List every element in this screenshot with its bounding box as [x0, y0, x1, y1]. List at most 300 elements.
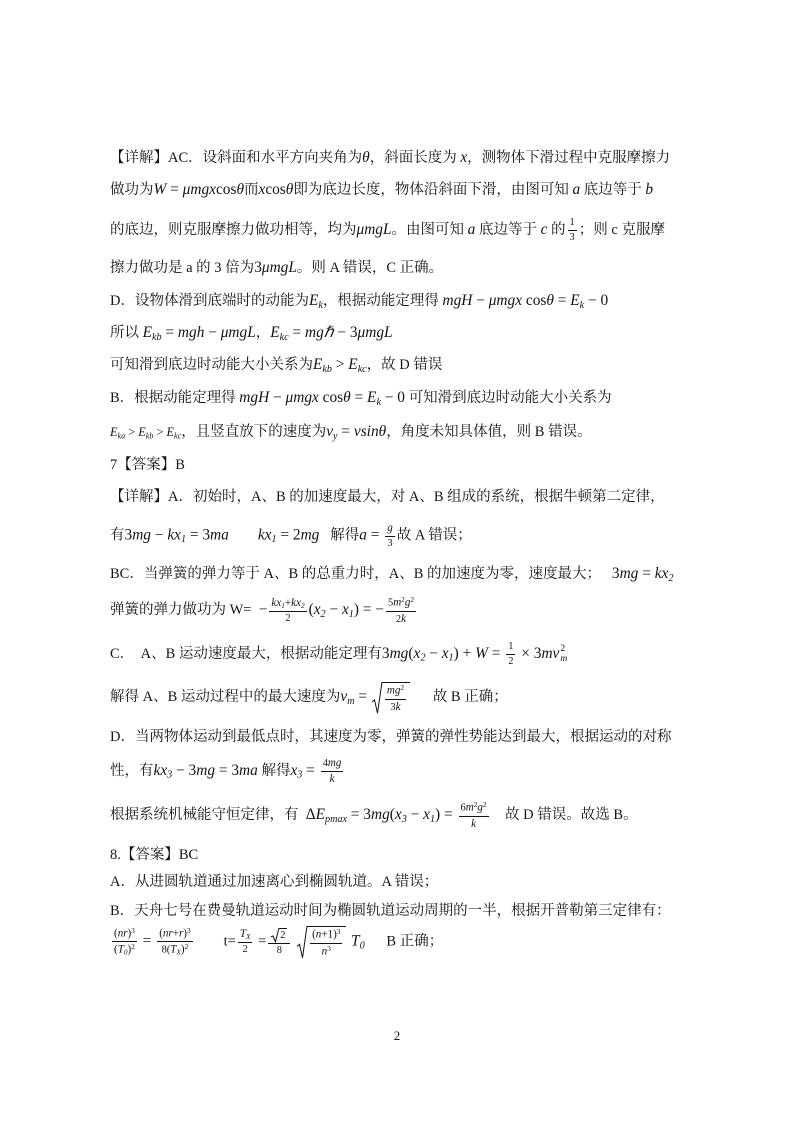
math-italic: mg: [619, 565, 639, 583]
line-content: [110, 757, 345, 786]
math-italic: kx: [271, 596, 282, 609]
solution-line-19: [110, 796, 638, 836]
text-run: 所以: [110, 325, 143, 342]
math-upright: = 3: [346, 806, 371, 824]
text-run: ，: [255, 325, 271, 342]
line-content: [110, 217, 665, 244]
math-italic: T: [117, 943, 124, 956]
math-italic: v: [326, 423, 334, 441]
text-run: ；则 c 克服摩: [578, 221, 665, 238]
math-upright: − 3: [172, 761, 197, 779]
math-upright: =: [553, 292, 571, 310]
text-run: 底边等于: [580, 182, 646, 199]
math-italic: kx: [654, 565, 669, 583]
fraction: [386, 596, 416, 626]
small-math: [110, 426, 181, 439]
math-upright: =: [161, 324, 178, 342]
math-italic: mgℏ: [304, 324, 334, 342]
math-upright: +: [284, 596, 292, 609]
math-upright: = 3: [186, 526, 211, 544]
solution-line-23: [110, 922, 443, 962]
subscript: 2: [300, 600, 305, 610]
math-italic: W: [475, 644, 488, 662]
math-upright: >: [125, 425, 139, 440]
text-run: 的: [547, 221, 566, 238]
text-run: [229, 527, 258, 543]
text-run: BC．当弹簧的弹力等于 A、B 的总重力时，A、B 的加速度为零，速度最大；: [110, 566, 612, 583]
math-italic: nr: [162, 927, 173, 940]
fraction-denominator: [275, 944, 284, 957]
fraction-numerator: [385, 684, 406, 700]
text-run: t=: [194, 933, 236, 950]
math-italic: ma: [210, 526, 229, 544]
superscript: 2: [473, 800, 478, 810]
subscript: kc: [174, 431, 182, 441]
subscript: ka: [117, 431, 126, 441]
fraction-denominator: [506, 655, 515, 668]
fraction-numerator: [269, 597, 306, 612]
fraction-denominator: [469, 817, 478, 831]
text-run: 【详解】A．初始时，A、B 的加速度最大，对 A、B 组成的系统，根据牛顿第二定律，: [110, 488, 665, 505]
solution-line-2: [110, 170, 653, 210]
subscript: pmax: [325, 814, 347, 826]
subscript: 2: [420, 652, 426, 664]
math-italic: n: [315, 928, 322, 941]
text-run: =: [254, 933, 267, 950]
math-upright: −: [258, 601, 268, 619]
square-root: [372, 682, 410, 714]
square-root: [271, 928, 287, 942]
text-run: 3: [390, 701, 396, 713]
radical-sign-icon: [297, 926, 307, 958]
subscript: m: [347, 696, 355, 708]
math-italic: mgH: [239, 389, 270, 407]
math-italic: mg: [300, 526, 320, 544]
text-run: B 正确；: [364, 933, 444, 950]
text-run: 2: [242, 944, 248, 956]
text-run: 弹簧的弹力做功为 W=: [110, 602, 259, 619]
fraction-numerator: [157, 927, 192, 943]
math-italic: r: [178, 927, 184, 940]
subscript: kb: [322, 364, 332, 376]
math-italic: k: [329, 772, 335, 785]
fraction: [310, 928, 342, 958]
line-content: [110, 180, 653, 199]
subscript: 1: [271, 534, 277, 546]
math-italic: T: [239, 927, 246, 940]
fraction: [238, 928, 253, 956]
superscript: 2: [184, 942, 189, 952]
math-upright: = 2: [276, 526, 301, 544]
line-content: [110, 728, 671, 746]
fraction-denominator: [568, 231, 577, 244]
math-upright: 3: [124, 526, 133, 544]
text-run: ，根据动能定理得: [322, 293, 443, 310]
math-italic: x: [423, 806, 430, 824]
subscript: k: [376, 397, 381, 409]
math-italic: v: [340, 688, 348, 706]
math-italic: mg: [196, 761, 216, 779]
math-italic: a: [359, 526, 367, 544]
text-run: 的底边，则克服摩擦力做功相等，均为: [110, 221, 357, 238]
radicand: [307, 926, 346, 958]
text-run: 。则 A 错误，C 正确。: [296, 260, 444, 277]
math-italic: θ: [546, 292, 554, 310]
math-upright: =: [166, 181, 183, 199]
line-content: [110, 148, 670, 167]
fraction: [385, 522, 395, 550]
subscript: 1: [348, 609, 354, 621]
math-italic: E: [367, 389, 377, 407]
fraction-denominator: [388, 700, 402, 714]
fraction-denominator: [385, 537, 394, 550]
text-run: 解得: [319, 527, 360, 544]
math-upright: (: [312, 928, 316, 941]
math-italic: nr: [117, 927, 128, 940]
math-italic: E: [270, 324, 280, 342]
math-upright: cos: [318, 389, 344, 407]
text-run: 4: [322, 757, 328, 769]
subscript: 0: [359, 940, 365, 952]
radical-sign-icon: [372, 682, 382, 714]
text-run: 6: [460, 802, 466, 814]
text-run: 3: [569, 231, 575, 243]
math-italic: E: [142, 324, 153, 342]
superscript: 2: [131, 942, 135, 952]
line-content: [110, 564, 673, 586]
math-upright: =: [350, 389, 368, 407]
line-content: [110, 873, 438, 891]
fraction: [385, 684, 406, 714]
math-upright: −: [269, 389, 286, 407]
text-run: 故 A 错误；: [396, 527, 472, 544]
math-italic: θ: [362, 149, 370, 167]
fraction-denominator: [160, 942, 191, 957]
superscript: 2: [560, 642, 566, 654]
text-run: B．天舟七号在费曼轨道运动时间为椭圆轨道运动周期的一半，根据开普勒第三定律有：: [110, 902, 671, 919]
line-content: [110, 388, 612, 410]
text-run: 可知滑到底边时动能大小关系为: [110, 357, 313, 374]
math-italic: θ: [236, 181, 244, 199]
math-italic: kx: [291, 596, 301, 609]
math-italic: g: [387, 522, 393, 534]
fraction-denominator: [112, 942, 137, 957]
subscript: X: [176, 947, 181, 957]
math-upright: (: [114, 943, 118, 956]
subscript: kb: [145, 431, 154, 441]
subscript: 1: [448, 652, 454, 664]
math-italic: b: [645, 181, 654, 199]
math-upright: − 0: [380, 389, 405, 407]
square-root: [297, 926, 346, 958]
math-upright: 3: [611, 565, 620, 583]
solution-line-14: [110, 591, 418, 631]
line-content: [110, 902, 671, 920]
math-italic: E: [348, 356, 358, 374]
text-run: D．设物体滑到底端时的动能为: [110, 293, 309, 310]
math-upright: −: [204, 324, 221, 342]
math-italic: θ: [285, 181, 294, 199]
superscript: 2: [410, 595, 415, 605]
text-run: D．当两物体运动到最低点时，其速度为零，弹簧的弹性势能达到最大，根据运动的对称: [110, 728, 672, 745]
text-run: 擦力做功是 a 的 3 倍为: [110, 260, 255, 277]
fraction: [112, 927, 137, 958]
math-upright: (: [308, 601, 314, 619]
math-upright: =: [366, 526, 384, 544]
math-upright: ) +: [453, 644, 476, 662]
text-run: 2: [508, 655, 514, 667]
math-upright: (: [408, 644, 414, 662]
math-italic: W: [153, 181, 167, 199]
math-upright: ): [180, 943, 185, 956]
math-upright: = 3: [215, 761, 240, 779]
math-upright: =: [138, 932, 156, 950]
line-content: [110, 522, 472, 550]
text-run: 故 D 错误。故选 B。: [490, 807, 638, 824]
text-run: ，角度未知具体值，则 B 错误。: [386, 424, 592, 441]
page-number: 2: [393, 1028, 401, 1043]
math-upright: =: [487, 644, 505, 662]
math-italic: mg: [371, 806, 390, 824]
math-upright: −: [406, 806, 424, 824]
math-italic: m: [393, 596, 402, 609]
solution-line-15: [110, 634, 567, 674]
solution-line-13: [110, 555, 673, 595]
subscript: 1: [281, 600, 285, 610]
fraction-numerator: [386, 596, 416, 612]
math-italic: E: [110, 425, 118, 440]
text-run: 底边等于: [475, 221, 541, 238]
line-content: [110, 926, 443, 958]
math-upright: −: [425, 644, 442, 662]
math-upright: (: [114, 927, 118, 940]
text-run: 做功为: [110, 182, 154, 199]
text-run: 解得 A、B 运动过程中的最大速度为: [110, 689, 341, 706]
fraction-denominator: [320, 944, 333, 959]
math-italic: μmgL: [261, 259, 297, 277]
fraction-numerator: [568, 217, 577, 231]
math-upright: − 3: [333, 324, 358, 342]
math-upright: ): [127, 927, 132, 940]
math-italic: m: [465, 801, 474, 814]
math-upright: 3: [254, 259, 262, 277]
math-upright: (: [159, 927, 163, 940]
math-italic: E: [570, 292, 580, 310]
math-italic: μmgL: [220, 324, 256, 342]
fraction: [321, 757, 344, 786]
line-content: [110, 258, 443, 277]
math-upright: − 0: [584, 292, 609, 310]
subscript: X: [245, 931, 251, 941]
subscript: 3: [167, 769, 173, 781]
math-italic: vsinθ: [353, 423, 387, 441]
text-run: ，且竖直放下的速度为: [181, 424, 327, 441]
line-content: [110, 323, 393, 345]
subscript: m: [560, 653, 568, 664]
math-italic: mgh: [177, 324, 205, 342]
text-run: 根据系统机械能守恒定律，有: [110, 807, 306, 824]
math-italic: mg: [327, 756, 342, 769]
radicand: [279, 928, 287, 942]
text-run: B．根据动能定理得: [110, 390, 240, 407]
math-upright: ) =: [435, 806, 457, 824]
line-content: [110, 596, 418, 626]
solution-line-18: [110, 751, 345, 791]
solution-line-11: [110, 477, 665, 517]
text-run: 解得: [257, 762, 291, 779]
text-run: ，测物体下滑过程中克服摩擦力: [467, 150, 671, 167]
math-italic: mv: [541, 644, 560, 662]
line-content: [110, 355, 442, 377]
math-italic: μmgL: [356, 220, 392, 238]
math-upright: cos: [522, 292, 547, 310]
solution-line-12: [110, 516, 472, 556]
fraction: [269, 597, 306, 625]
fraction-numerator: [459, 801, 489, 817]
fraction: [568, 217, 577, 244]
line-content: [110, 456, 185, 474]
math-italic: x: [394, 806, 402, 824]
radicand: [382, 682, 410, 714]
math-italic: kx: [257, 526, 272, 544]
line-content: [110, 488, 665, 506]
math-upright: cos: [215, 181, 237, 199]
fraction-denominator: [394, 612, 408, 626]
subscript: y: [333, 431, 338, 443]
math-upright: ): [183, 927, 187, 940]
solution-line-16: [110, 678, 508, 718]
fraction-numerator: [506, 641, 515, 655]
fraction-numerator: [112, 927, 137, 943]
subscript: k: [579, 300, 585, 312]
math-upright: >: [153, 425, 167, 440]
math-italic: g: [404, 596, 411, 609]
subscript: 3: [297, 769, 303, 781]
math-italic: μmgx: [182, 181, 216, 199]
math-upright: +1): [321, 928, 337, 941]
math-italic: c: [540, 220, 548, 238]
text-run: 8.【答案】BC: [110, 846, 199, 863]
line-content: [110, 422, 592, 444]
subscript: 3: [401, 814, 407, 826]
fraction-numerator: [321, 757, 344, 772]
math-italic: E: [138, 425, 146, 440]
solution-line-3: [110, 210, 665, 250]
text-run: A．从进圆轨道通过加速离心到椭圆轨道。A 错误；: [110, 873, 439, 890]
line-content: [110, 641, 567, 668]
subscript: kc: [357, 364, 367, 376]
superscript: 2: [400, 683, 405, 693]
math-italic: kx: [153, 761, 168, 779]
text-run: ，故 D 错误: [366, 357, 443, 374]
math-italic: mg: [389, 644, 409, 662]
math-italic: x: [313, 601, 321, 619]
text-run: 故 B 正确；: [411, 689, 508, 706]
radical-sign-icon: [271, 928, 279, 942]
text-run: 7【答案】B: [110, 456, 185, 473]
math-upright: −: [472, 292, 489, 310]
superscript: 3: [336, 926, 341, 936]
subscript: kc: [279, 332, 289, 344]
superscript: 3: [131, 925, 135, 935]
fraction: [268, 928, 290, 957]
fraction: [506, 641, 515, 668]
fraction-denominator: [283, 612, 292, 625]
math-italic: x: [460, 149, 468, 167]
text-run: 。由图可知: [391, 221, 468, 238]
fraction-denominator: [328, 772, 337, 786]
math-italic: mgH: [442, 292, 473, 310]
text-run: 3: [387, 538, 393, 549]
text-run: 8: [276, 944, 282, 956]
math-upright: ) = −: [353, 601, 384, 619]
subscript: 1: [180, 534, 187, 546]
math-italic: mg: [386, 684, 401, 697]
math-italic: T: [170, 943, 177, 956]
math-italic: g: [477, 801, 483, 814]
math-upright: +: [172, 927, 179, 940]
fraction-numerator: [385, 522, 395, 537]
text-run: 1: [569, 216, 575, 228]
subscript: 0: [123, 947, 128, 957]
fraction-denominator: [241, 943, 250, 956]
math-italic: x: [413, 644, 421, 662]
math-upright: −: [325, 601, 342, 619]
subscript: kb: [152, 332, 162, 344]
math-upright: >: [331, 356, 349, 374]
math-italic: k: [471, 817, 476, 830]
superscript: 3: [327, 943, 331, 953]
text-run: 【详解】AC．设斜面和水平方向夹角为: [110, 150, 363, 167]
superscript: 2: [401, 595, 405, 605]
math-upright: cos: [265, 181, 286, 199]
math-italic: x: [258, 181, 266, 199]
text-run: 而: [243, 182, 259, 199]
math-upright: =: [302, 761, 319, 779]
text-run: C． A、B 运动速度最大，根据动能定理有: [110, 645, 382, 662]
fraction-numerator: [310, 928, 342, 944]
line-content: [110, 291, 608, 313]
fraction: [459, 801, 489, 831]
text-run: 可知滑到底边时动能大小关系为: [404, 390, 612, 407]
math-italic: mg: [132, 526, 151, 544]
subscript: 1: [429, 814, 436, 826]
math-italic: a: [572, 181, 581, 199]
math-upright: =: [638, 565, 655, 583]
text-run: 2: [395, 613, 402, 625]
math-italic: T: [351, 932, 360, 950]
text-run: 8(: [161, 944, 171, 956]
math-italic: x: [441, 644, 449, 662]
fraction-numerator: [238, 928, 253, 943]
math-upright: −: [150, 526, 168, 544]
math-upright: =: [354, 688, 371, 706]
math-italic: x: [341, 601, 349, 619]
math-italic: ma: [239, 761, 258, 779]
math-italic: x: [290, 761, 298, 779]
math-upright: ): [127, 943, 132, 956]
math-italic: μmgx: [285, 389, 319, 407]
math-italic: n: [321, 945, 328, 958]
math-upright: × 3: [517, 644, 542, 662]
math-italic: E: [313, 356, 323, 374]
text-run: 即为底边长度，物体沿斜面下滑，由图可知: [293, 182, 573, 199]
math-italic: E: [166, 425, 175, 440]
math-italic: θ: [343, 389, 351, 407]
math-upright: (: [389, 806, 395, 824]
line-content: [110, 801, 638, 831]
math-italic: k: [395, 700, 401, 713]
